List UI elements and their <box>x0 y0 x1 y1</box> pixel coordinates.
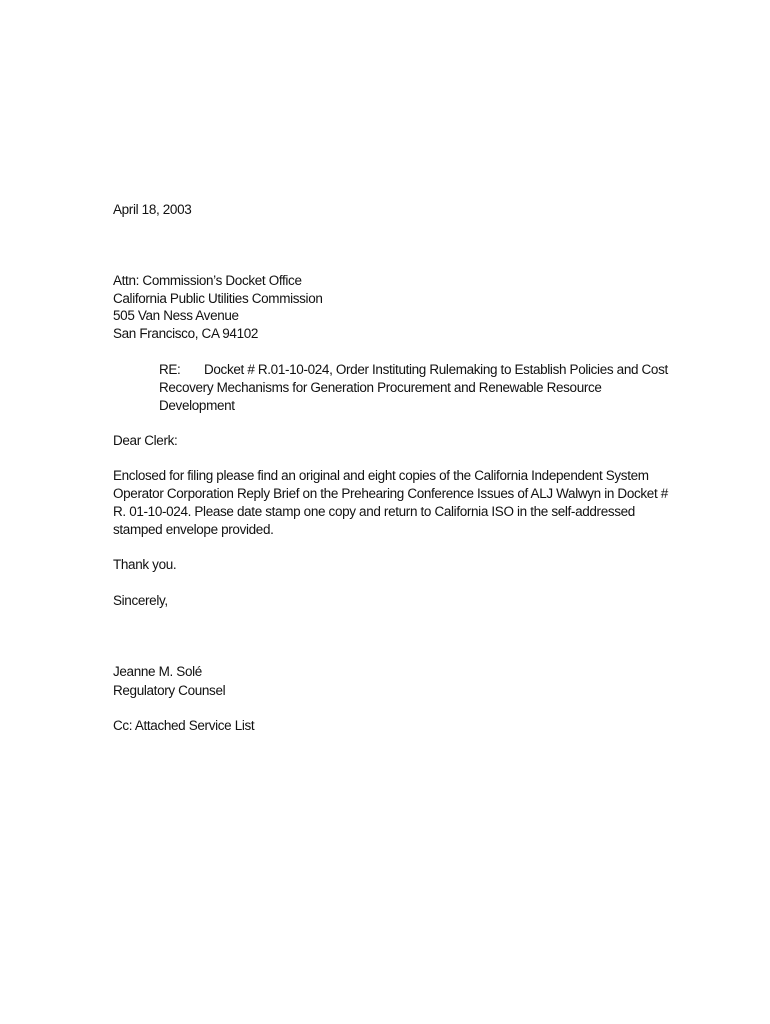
cc-line: Cc: Attached Service List <box>113 718 255 733</box>
letter-date: April 18, 2003 <box>113 202 192 217</box>
re-subject-line-1: Docket # R.01-10-024, Order Instituting Rulemaking to Establish Policies and Cost <box>204 362 668 377</box>
body-line-1: Enclosed for filing please find an original and eight copies of the California Independent System <box>113 468 649 483</box>
signer-title: Regulatory Counsel <box>113 683 226 698</box>
re-subject-line-2: Recovery Mechanisms for Generation Procurement and Renewable Resource <box>159 380 602 395</box>
closing: Sincerely, <box>113 593 168 608</box>
re-label: RE: <box>159 362 181 377</box>
body-line-3: R. 01-10-024. Please date stamp one copy and return to California ISO in the self-addressed <box>113 504 635 519</box>
body-line-4: stamped envelope provided. <box>113 522 274 537</box>
re-subject-line-3: Development <box>159 398 235 413</box>
thank-you: Thank you. <box>113 557 177 572</box>
salutation: Dear Clerk: <box>113 433 178 448</box>
address-line-city: San Francisco, CA 94102 <box>113 326 259 341</box>
re-line-1 <box>159 361 668 379</box>
address-line-organization: California Public Utilities Commission <box>113 291 323 306</box>
body-line-2: Operator Corporation Reply Brief on the Prehearing Conference Issues of ALJ Walwyn in Docket # <box>113 486 668 501</box>
address-line-attn: Attn: Commission’s Docket Office <box>113 273 302 288</box>
address-line-street: 505 Van Ness Avenue <box>113 308 239 323</box>
signer-name: Jeanne M. Solé <box>113 664 202 679</box>
